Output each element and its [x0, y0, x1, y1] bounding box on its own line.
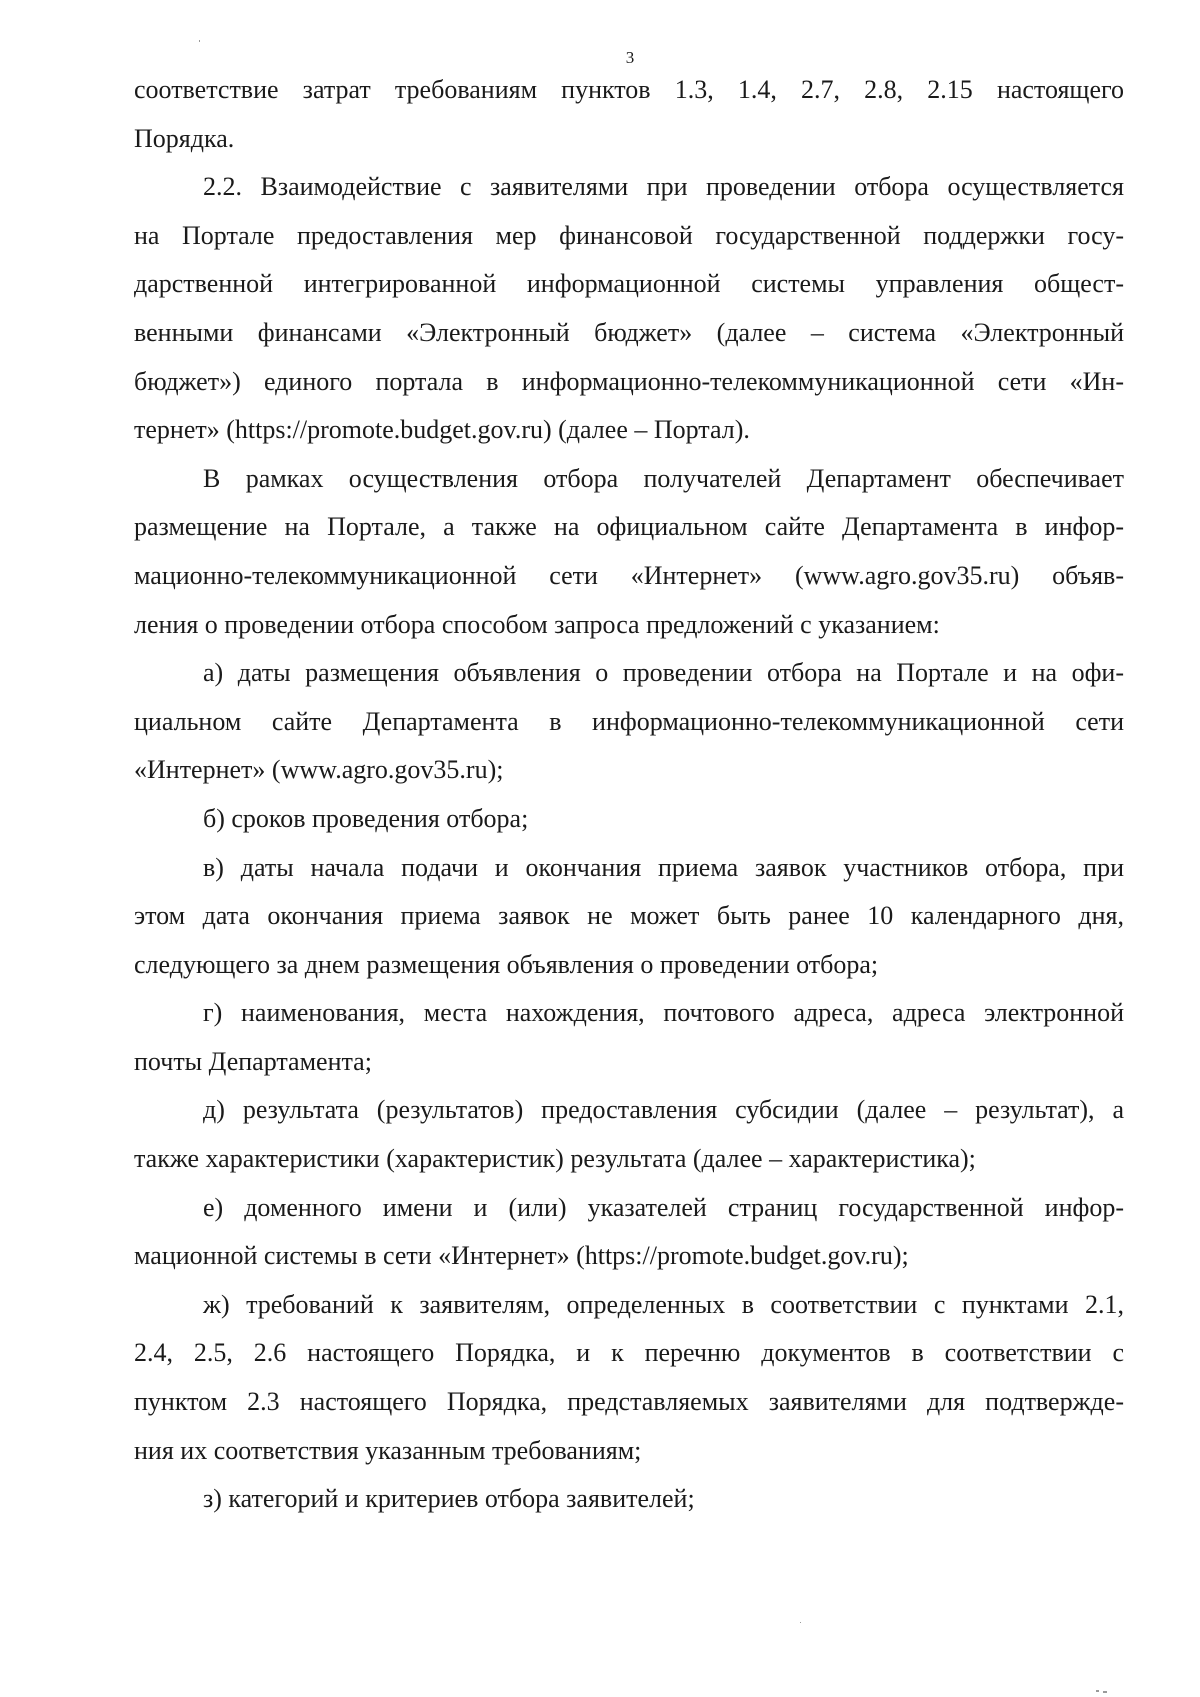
text-line: г) наименования, места нахождения, почтового адреса, адреса электронной	[203, 998, 1124, 1028]
text-line: ния их соответствия указанным требованиям;	[134, 1435, 642, 1465]
text-line: соответствие затрат требованиям пунктов 1.3, 1.4, 2.7, 2.8, 2.15 настоящего	[134, 75, 1124, 104]
text-line: пунктом 2.3 настоящего Порядка, представляемых заявителями для подтвержде-	[134, 1387, 1124, 1417]
text-line: почты Департамента;	[134, 1046, 372, 1076]
text-line: тернет» (https://promote.budget.gov.ru) (далее – Портал).	[134, 415, 750, 445]
text-line: ления о проведении отбора способом запроса предложений с указанием:	[134, 609, 940, 639]
document-body	[134, 66, 1124, 1524]
text-line: мационной системы в сети «Интернет» (https://promote.budget.gov.ru);	[134, 1241, 909, 1271]
text-line: венными финансами «Электронный бюджет» (далее – система «Электронный	[134, 317, 1124, 347]
text-line: на Портале предоставления мер финансовой государственной поддержки госу-	[134, 220, 1124, 250]
text-line: з) категорий и критериев отбора заявителей;	[203, 1484, 695, 1514]
scan-speck	[1103, 1691, 1107, 1693]
text-line: этом дата окончания приема заявок не может быть ранее 10 календарного дня,	[134, 901, 1124, 931]
text-line: «Интернет» (www.agro.gov35.ru);	[134, 755, 504, 785]
text-line: в) даты начала подачи и окончания приема заявок участников отбора, при	[203, 852, 1124, 882]
text-line: мационно-телекоммуникационной сети «Интернет» (www.agro.gov35.ru) объяв-	[134, 560, 1124, 590]
text-line: также характеристики (характеристик) результата (далее – характеристика);	[134, 1144, 976, 1174]
scan-speck	[800, 1622, 801, 1623]
text-line: следующего за днем размещения объявления о проведении отбора;	[134, 949, 879, 979]
text-line: 2.2. Взаимодействие с заявителями при проведении отбора осуществляется	[203, 172, 1124, 202]
text-line: б) сроков проведения отбора;	[203, 803, 529, 833]
text-line: д) результата (результатов) предоставления субсидии (далее – результат), а	[203, 1095, 1124, 1125]
text-line: бюджет») единого портала в информационно-телекоммуникационной сети «Ин-	[134, 366, 1124, 396]
text-line: е) доменного имени и (или) указателей страниц государственной инфор-	[203, 1192, 1124, 1222]
page-number: 3	[625, 48, 635, 67]
text-line: а) даты размещения объявления о проведении отбора на Портале и на офи-	[203, 658, 1124, 688]
text-line: размещение на Портале, а также на официальном сайте Департамента в инфор-	[134, 512, 1124, 542]
scan-speck	[199, 40, 200, 42]
text-line: Порядка.	[134, 123, 235, 153]
text-line: дарственной интегрированной информационной системы управления общест-	[134, 269, 1124, 299]
scan-speck	[1096, 1690, 1099, 1692]
text-line: В рамках осуществления отбора получателей Департамент обеспечивает	[203, 463, 1124, 493]
text-line: циальном сайте Департамента в информационно-телекоммуникационной сети	[134, 706, 1124, 736]
text-line: ж) требований к заявителям, определенных в соответствии с пунктами 2.1,	[203, 1289, 1124, 1319]
text-line: 2.4, 2.5, 2.6 настоящего Порядка, и к перечню документов в соответствии с	[134, 1338, 1124, 1368]
